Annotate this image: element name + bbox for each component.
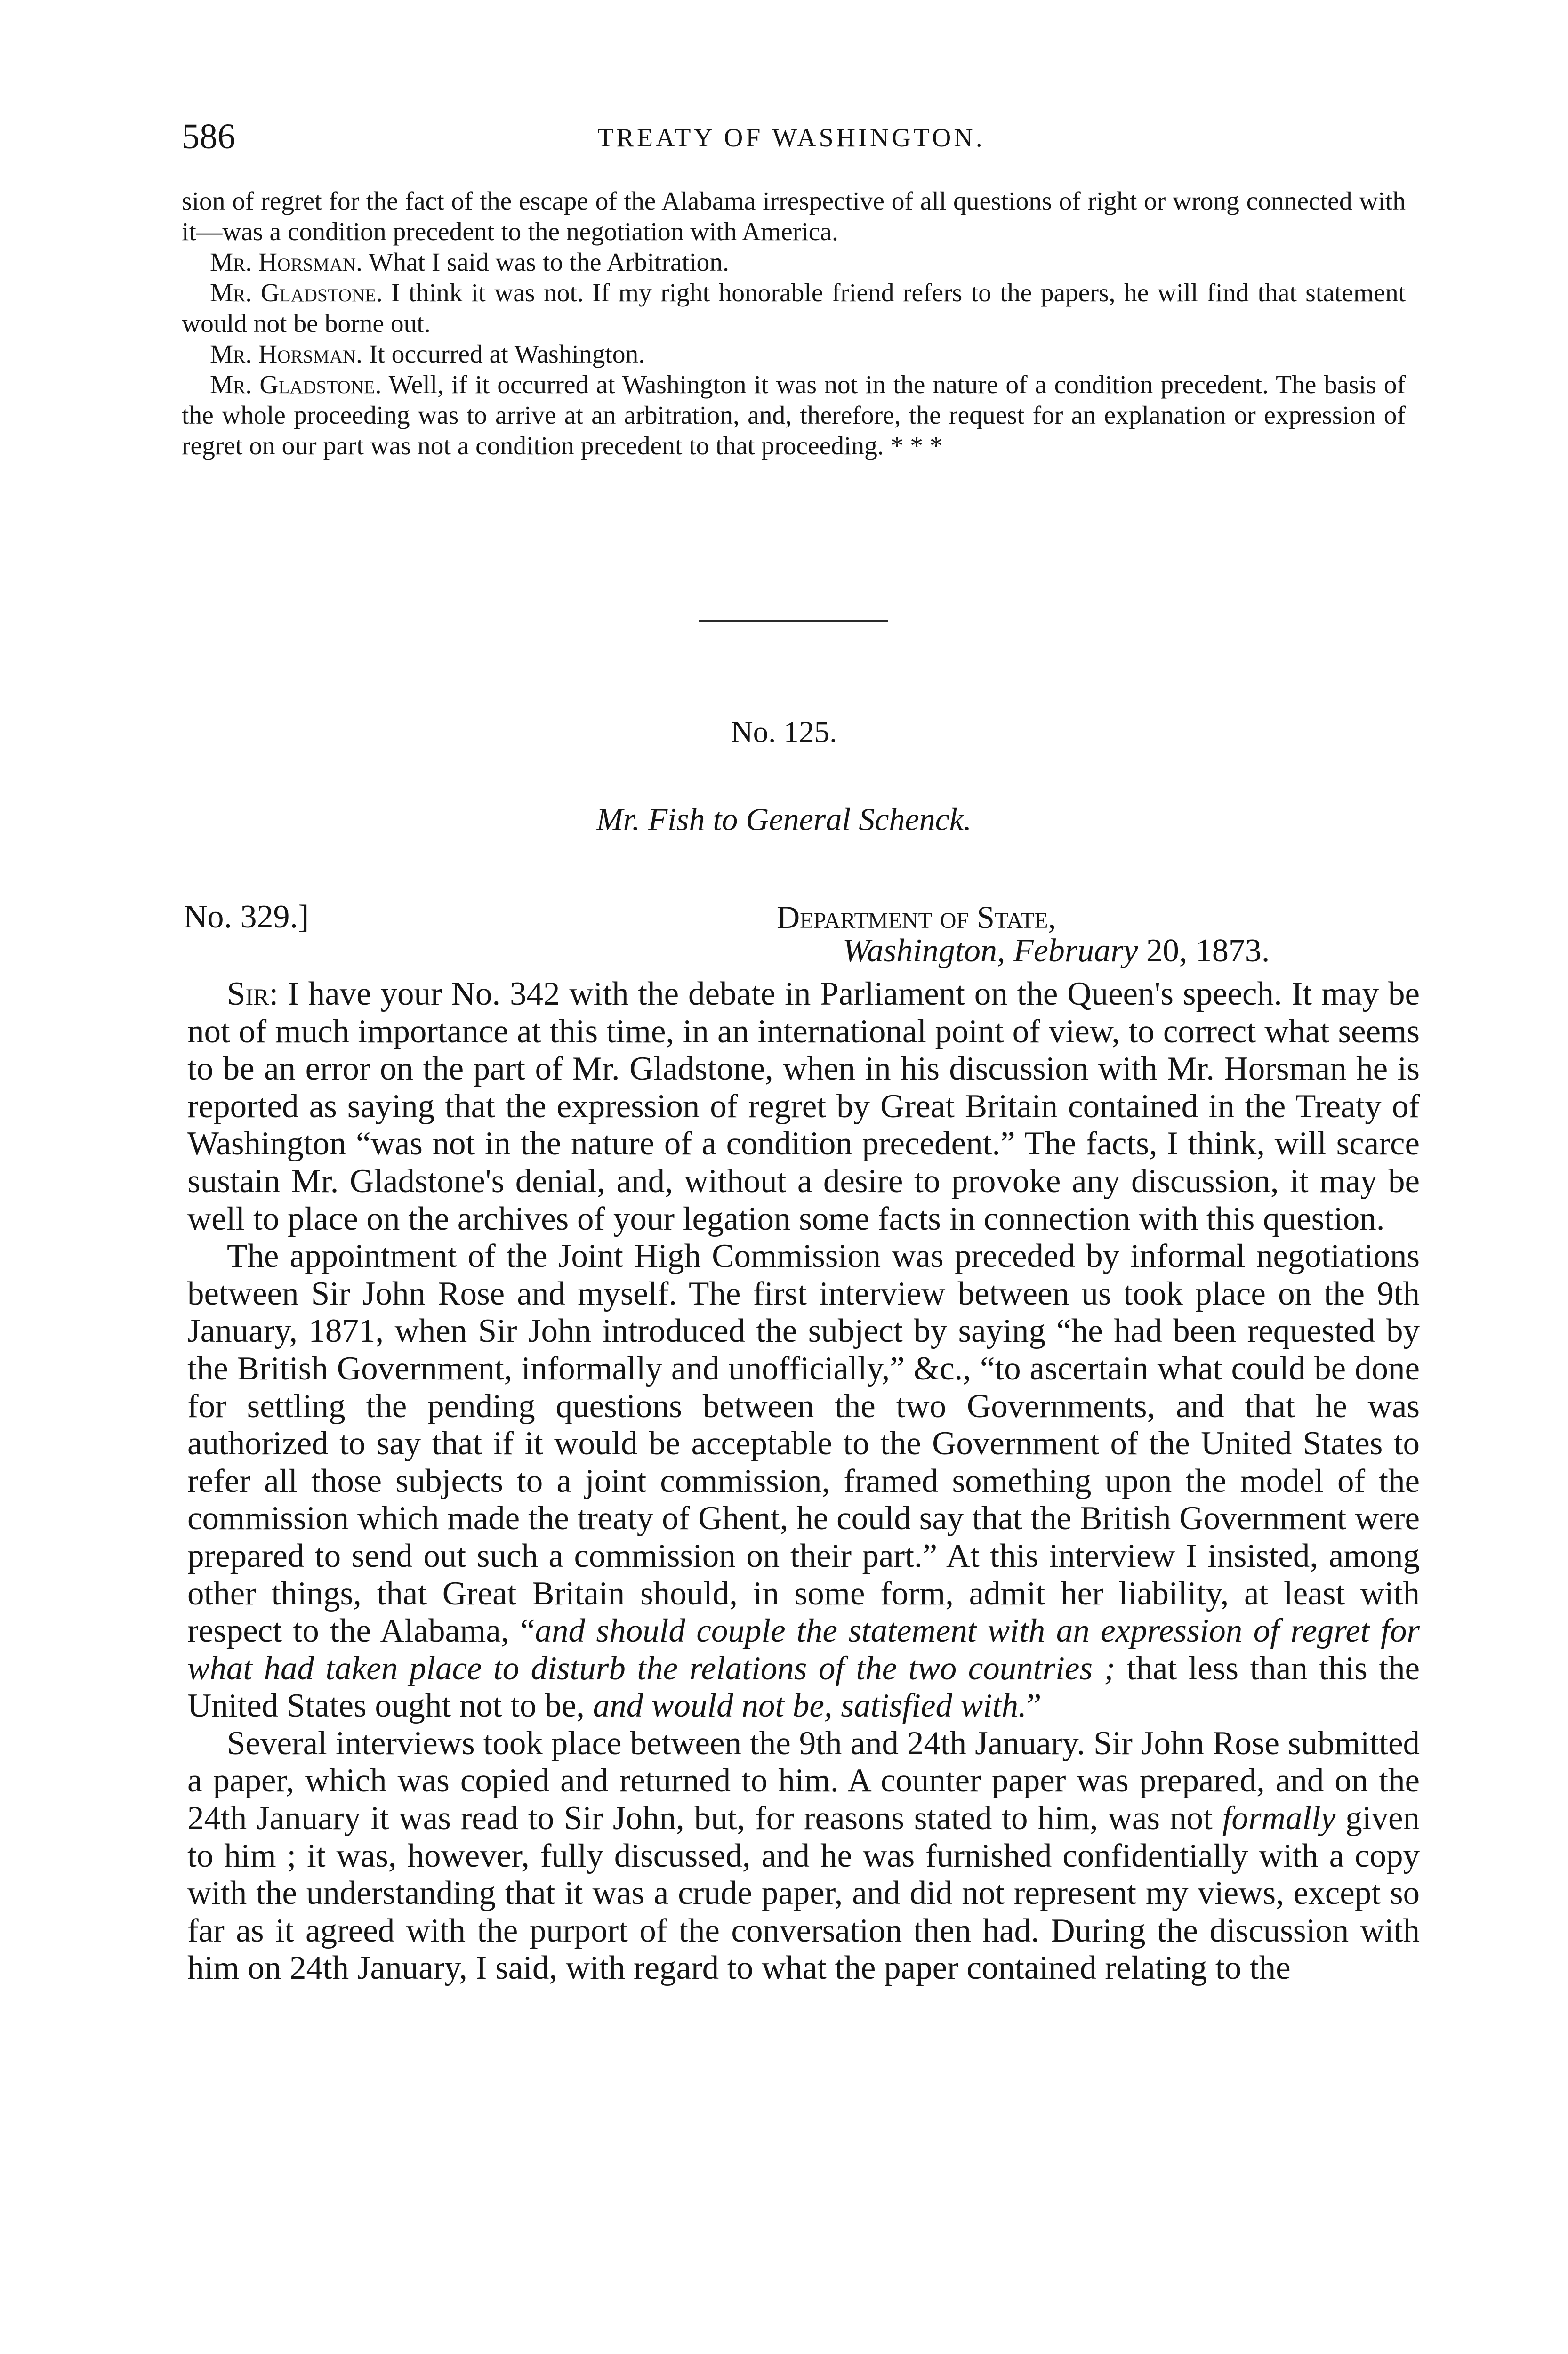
speaker-name: Mr. Horsman. [210, 248, 362, 277]
debate-paragraph [182, 247, 1406, 278]
letter-paragraph [187, 1725, 1420, 1987]
debate-text: Well, if it occurred at Washington it was not in the nature of a condition precedent. The basis of the whole proceeding was to arrive at an arbitration, and, therefore, the request for an explanation or expression of regret on our part was not a condition precedent to that proceeding. * * * [182, 371, 1406, 460]
speaker-name: Mr. Gladstone. [210, 371, 382, 399]
page-number: 586 [182, 117, 235, 156]
sender-department: Department of State, [777, 899, 1056, 935]
letter-text: given to him ; it was, however, fully discussed, and he was furnished confidentially with a copy with the understanding that it was a crude paper, and did not represent my views, except so far as it agreed with the purport of the conversation then had. During the discussion with him on 24th January, I said, with regard to what the paper contained relating to the [187, 1800, 1420, 1987]
letter-paragraph [187, 975, 1420, 1238]
running-head: TREATY OF WASHINGTON. [597, 123, 985, 153]
debate-text: It occurred at Washington. [362, 340, 645, 369]
letter-text: The appointment of the Joint High Commission was preceded by informal negotiations between Sir John Rose and myself. The first interview between us took place on the 9th January, 1871, when Sir John introduced the subject by saying “he had been requested by the British Government, informally and unofficially,” &c., “to ascertain what could be done for settling the pending questions between the two Governments, and that he was authorized to say that if it would be acceptable to the Government of the United States to refer all those subjects to a joint commission, framed something upon the model of the commission which made the treaty of Ghent, he could say that the British Government were prepared to send out such a commission on their part.” At this interview I insisted, among other things, that Great Britain should, in some form, admit her liability, at least with respect to the Alabama, “ [187, 1238, 1420, 1650]
section-divider [699, 620, 888, 622]
quoted-demand: and would not be, satisfied with. [593, 1687, 1027, 1725]
place-and-month: Washington, February [843, 933, 1138, 969]
closing-quote: ” [1026, 1687, 1042, 1725]
letter-paragraph [187, 1238, 1420, 1725]
salutation: Sir: [227, 975, 279, 1012]
dispatch-number: No. 329.] [184, 899, 309, 935]
debate-paragraph [182, 370, 1406, 461]
debate-excerpt [182, 186, 1406, 461]
debate-paragraph [182, 339, 1406, 370]
day-and-year: 20, 1873. [1138, 933, 1270, 969]
letter-text: I have your No. 342 with the debate in Parliament on the Queen's speech. It may be not of much importance at this time, in an international point of view, to correct what seems to be an error on the part of Mr. Gladstone, when in his discussion with Mr. Horsman he is reported as saying that the expression of regret by Great Britain contained in the Treaty of Washington “was not in the nature of a condition precedent.” The facts, I think, will scarce sustain Mr. Gladstone's denial, and, without a desire to provoke any discussion, it may be well to place on the archives of your legation some facts in connection with this question. [187, 975, 1420, 1237]
debate-paragraph [182, 278, 1406, 339]
emphasized-word: formally [1222, 1800, 1336, 1837]
sender-place-date [843, 930, 1270, 972]
debate-text: I think it was not. If my right honorable friend refers to the papers, he will find that statement would not be borne out. [182, 279, 1406, 338]
debate-text: sion of regret for the fact of the escape of the Alabama irrespective of all questions of right or wrong connected with it—was a condition precedent to the negotiation with America. [182, 187, 1406, 246]
document-heading: Mr. Fish to General Schenck. [596, 801, 972, 837]
debate-paragraph [182, 186, 1406, 247]
letter-body [187, 975, 1420, 1987]
speaker-name: Mr. Gladstone. [210, 279, 383, 307]
quoted-demand: and should couple the statement with an expression of regret for what had taken place to disturb the relations of the two countries ; [187, 1612, 1420, 1687]
speaker-name: Mr. Horsman. [210, 340, 362, 369]
page-header [182, 113, 1401, 160]
letter-text: that less than this the United States ought not to be, [187, 1650, 1420, 1725]
debate-text: What I said was to the Arbitration. [362, 248, 729, 277]
document-number: No. 125. [731, 715, 837, 749]
letter-text: Several interviews took place between the 9th and 24th January. Sir John Rose submitted a paper, which was copied and returned to him. A counter paper was prepared, and on the 24th January it was read to Sir John, but, for reasons stated to him, was not [187, 1725, 1420, 1837]
